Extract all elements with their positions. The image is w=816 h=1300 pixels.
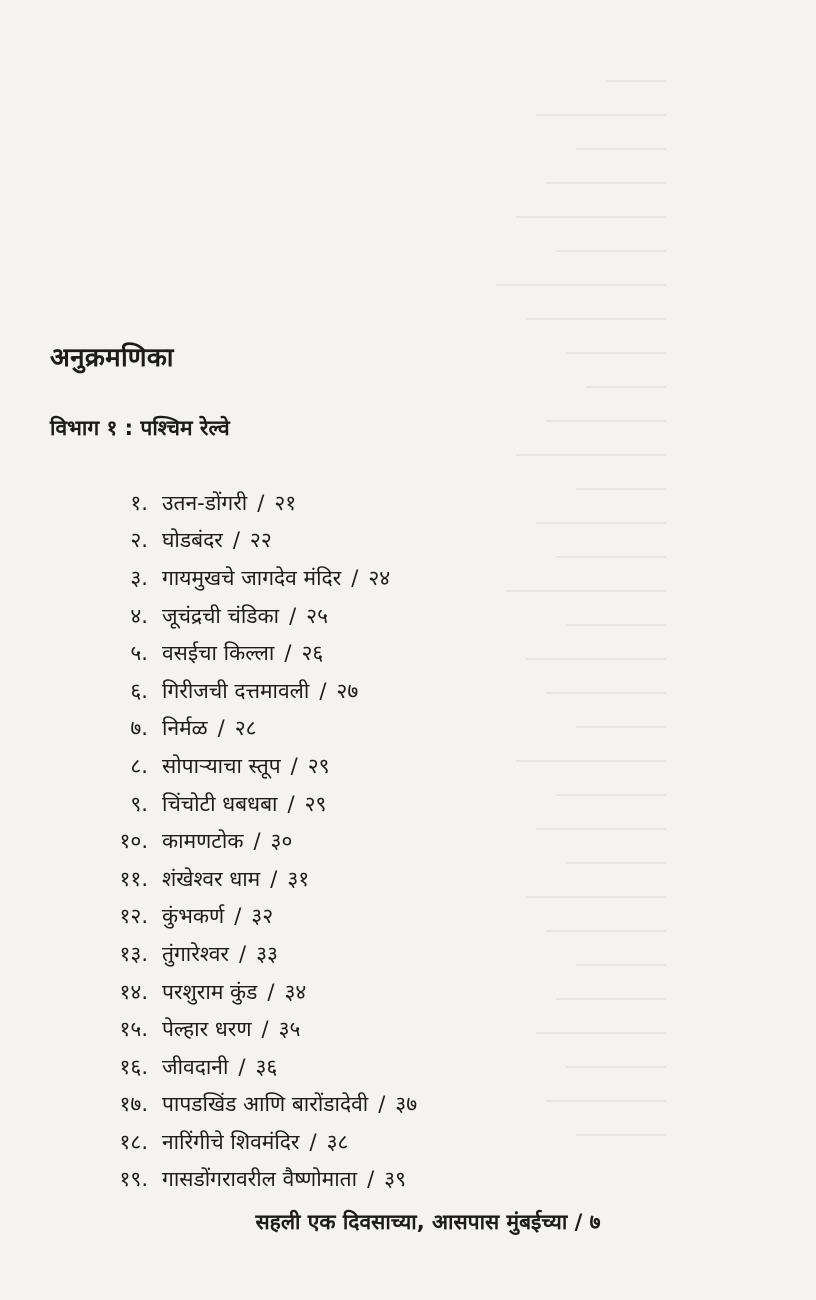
entry-number: ८.: [130, 753, 148, 778]
toc-entry: [100, 597, 700, 635]
entry-separator: /: [284, 641, 292, 666]
entry-number: १८.: [119, 1129, 148, 1154]
toc-entry: [100, 710, 700, 748]
entry-number: १६.: [119, 1054, 148, 1079]
toc-entry: [100, 822, 700, 860]
entry-page-number: ३८: [326, 1129, 349, 1154]
entry-number: १३.: [119, 941, 148, 966]
table-of-contents: [100, 484, 700, 1198]
toc-entry: [100, 747, 700, 785]
entry-page-number: २९: [307, 753, 330, 778]
entry-title: पापडखिंड आणि बारोंडादेवी: [162, 1092, 369, 1117]
show-through-line: [546, 182, 666, 184]
entry-page-number: २८: [234, 716, 257, 741]
toc-entry: [100, 1123, 700, 1161]
entry-separator: /: [238, 1054, 246, 1079]
entry-number: ४.: [130, 603, 148, 628]
entry-number: १२.: [119, 904, 148, 929]
entry-page-number: ३१: [287, 866, 310, 891]
entry-number: ९.: [130, 791, 148, 816]
entry-separator: /: [253, 829, 261, 854]
entry-separator: /: [261, 1017, 269, 1042]
entry-number: ५.: [130, 641, 148, 666]
entry-separator: /: [234, 904, 242, 929]
entry-page-number: ३९: [384, 1167, 406, 1192]
toc-entry: [100, 1010, 700, 1048]
toc-entry: [100, 522, 700, 560]
entry-separator: /: [378, 1092, 386, 1117]
entry-title: सोपाऱ्याचा स्तूप: [162, 753, 281, 778]
toc-entry: [100, 1086, 700, 1124]
entry-separator: /: [287, 791, 295, 816]
entry-number: ११.: [119, 866, 148, 891]
show-through-line: [566, 352, 666, 354]
entry-number: ७.: [130, 716, 148, 741]
show-through-line: [556, 250, 666, 252]
entry-page-number: २२: [249, 528, 272, 553]
page-title: अनुक्रमणिका: [50, 343, 174, 373]
entry-number: २.: [130, 528, 148, 553]
section-heading: विभाग १ : पश्चिम रेल्वे: [50, 416, 230, 440]
show-through-line: [496, 284, 666, 286]
entry-number: १.: [130, 490, 148, 515]
entry-title: गासडोंगरावरील वैष्णोमाता: [162, 1167, 358, 1192]
entry-number: १०.: [119, 829, 148, 854]
entry-page-number: ३३: [256, 941, 278, 966]
entry-separator: /: [270, 866, 278, 891]
entry-page-number: ३०: [270, 829, 293, 854]
entry-number: ३.: [130, 565, 148, 590]
toc-entry: [100, 484, 700, 522]
toc-entry: [100, 672, 700, 710]
entry-title: घोडबंदर: [162, 528, 223, 553]
page-footer: सहली एक दिवसाच्या, आसपास मुंबईच्या / ७: [255, 1210, 601, 1234]
entry-page-number: ३५: [278, 1017, 301, 1042]
entry-title: कुंभकर्ण: [162, 904, 225, 929]
entry-number: १७.: [119, 1092, 148, 1117]
entry-separator: /: [309, 1129, 317, 1154]
entry-page-number: २९: [304, 791, 327, 816]
toc-entry: [100, 973, 700, 1011]
entry-number: १४.: [119, 979, 148, 1004]
entry-separator: /: [217, 716, 225, 741]
entry-page-number: २७: [336, 678, 359, 703]
show-through-line: [586, 386, 666, 388]
entry-page-number: ३२: [251, 904, 274, 929]
show-through-line: [606, 80, 666, 82]
entry-page-number: ३७: [395, 1092, 418, 1117]
entry-title: परशुराम कुंड: [162, 979, 258, 1004]
entry-separator: /: [289, 603, 297, 628]
entry-title: नारिंगीचे शिवमंदिर: [162, 1129, 300, 1154]
entry-separator: /: [267, 979, 275, 1004]
entry-title: जीवदानी: [162, 1054, 229, 1079]
toc-entry: [100, 898, 700, 936]
entry-title: गिरीजची दत्तमावली: [162, 678, 310, 703]
entry-title: कामणटोक: [162, 829, 244, 854]
toc-entry: [100, 559, 700, 597]
show-through-line: [516, 454, 666, 456]
show-through-line: [536, 114, 666, 116]
show-through-line: [576, 148, 666, 150]
entry-separator: /: [351, 565, 359, 590]
entry-title: निर्मळ: [162, 716, 208, 741]
entry-separator: /: [257, 490, 265, 515]
entry-separator: /: [290, 753, 298, 778]
entry-title: वसईचा किल्ला: [162, 641, 275, 666]
toc-entry: [100, 860, 700, 898]
show-through-line: [546, 420, 666, 422]
show-through-line: [526, 318, 666, 320]
entry-number: १५.: [119, 1017, 148, 1042]
entry-separator: /: [232, 528, 240, 553]
entry-title: पेल्हार धरण: [162, 1017, 252, 1042]
entry-title: जूचंद्रची चंडिका: [162, 603, 280, 628]
toc-entry: [100, 1048, 700, 1086]
entry-page-number: २६: [301, 641, 324, 666]
entry-page-number: ३४: [284, 979, 307, 1004]
entry-page-number: २४: [368, 565, 391, 590]
show-through-line: [516, 216, 666, 218]
entry-page-number: २१: [274, 490, 297, 515]
toc-entry: [100, 935, 700, 973]
entry-page-number: ३६: [255, 1054, 278, 1079]
toc-entry: [100, 634, 700, 672]
entry-title: चिंचोटी धबधबा: [162, 791, 278, 816]
entry-separator: /: [239, 941, 247, 966]
entry-number: ६.: [130, 678, 148, 703]
entry-page-number: २५: [306, 603, 329, 628]
entry-title: गायमुखचे जागदेव मंदिर: [162, 565, 342, 590]
entry-separator: /: [367, 1167, 375, 1192]
entry-title: उतन-डोंगरी: [162, 490, 248, 515]
entry-number: १९.: [119, 1167, 148, 1192]
entry-title: शंखेश्वर धाम: [162, 866, 261, 891]
toc-entry: [100, 785, 700, 823]
entry-title: तुंगारेश्वर: [162, 941, 230, 966]
toc-entry: [100, 1161, 700, 1199]
entry-separator: /: [319, 678, 327, 703]
